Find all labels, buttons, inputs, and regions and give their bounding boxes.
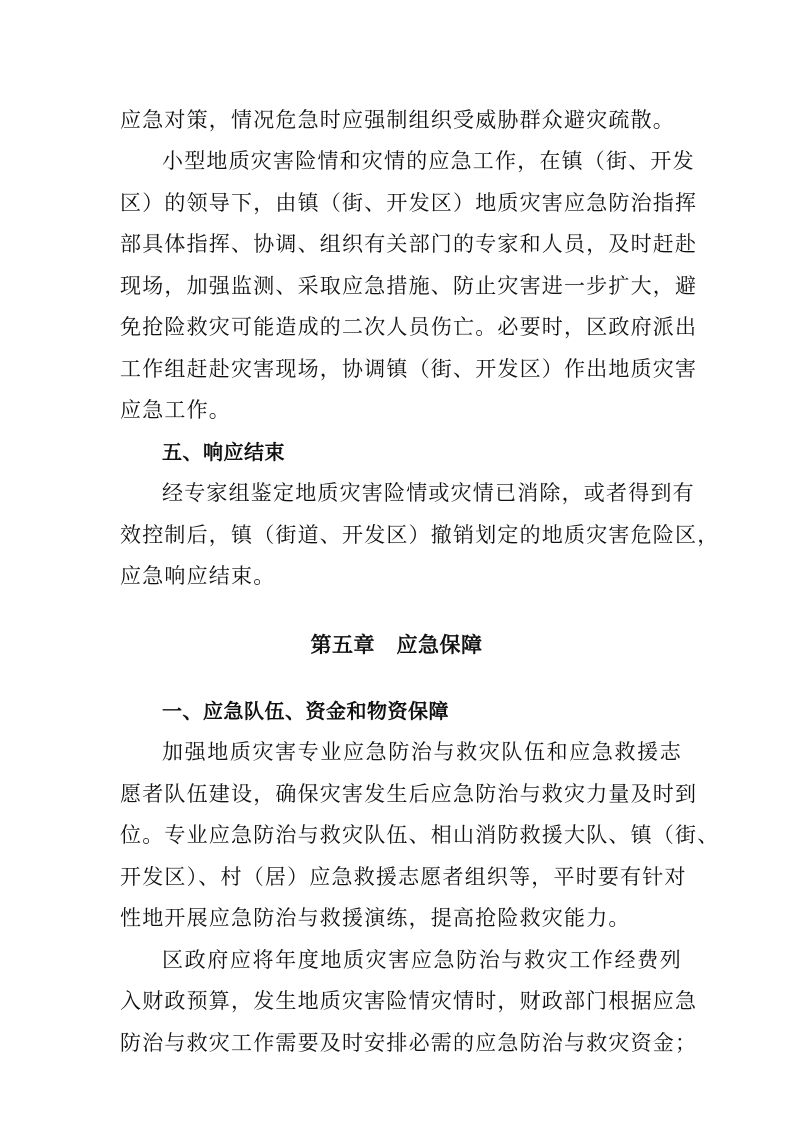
chapter-title: 第五章 应急保障 xyxy=(310,632,483,657)
text-line: 区）的领导下，由镇（街、开发区）地质灾害应急防治指挥 xyxy=(120,191,698,215)
text-line: 部具体指挥、协调、组织有关部门的专家和人员，及时赶赴 xyxy=(120,232,698,256)
text-line: 现场，加强监测、采取应急措施、防止灾害进一步扩大，避 xyxy=(120,274,698,298)
text-line: 效控制后，镇（街道、开发区）撤销划定的地质灾害危险区， xyxy=(120,523,720,547)
text-line: 愿者队伍建设，确保灾害发生后应急防治与救灾力量及时到 xyxy=(120,782,698,806)
text-line: 应急对策，情况危急时应强制组织受威胁群众避灾疏散。 xyxy=(120,108,675,132)
text-line: 位。专业应急防治与救灾队伍、相山消防救援大队、镇（街、 xyxy=(120,823,720,847)
text-line: 小型地质灾害险情和灾情的应急工作，在镇（街、开发 xyxy=(162,149,695,173)
text-line: 应急工作。 xyxy=(120,398,231,422)
text-line: 防治与救灾工作需要及时安排必需的应急防治与救灾资金； xyxy=(120,1031,698,1055)
text-line: 应急响应结束。 xyxy=(120,564,276,588)
text-line: 免抢险救灾可能造成的二次人员伤亡。必要时，区政府派出 xyxy=(120,315,698,339)
text-line: 工作组赶赴灾害现场，协调镇（街、开发区）作出地质灾害 xyxy=(120,357,698,381)
section-heading: 五、响应结束 xyxy=(162,440,285,464)
text-line: 开发区）、村（居）应急救援志愿者组织等，平时要有针对 xyxy=(120,865,687,889)
text-line: 性地开展应急防治与救援演练，提高抢险救灾能力。 xyxy=(120,906,631,930)
text-line: 区政府应将年度地质灾害应急防治与救灾工作经费列 xyxy=(162,948,682,972)
text-line: 入财政预算，发生地质灾害险情灾情时，财政部门根据应急 xyxy=(120,989,698,1013)
text-line: 加强地质灾害专业应急防治与救灾队伍和应急救援志 xyxy=(162,740,682,764)
section-heading: 一、应急队伍、资金和物资保障 xyxy=(162,699,449,723)
text-line: 经专家组鉴定地质灾害险情或灾情已消除，或者得到有 xyxy=(162,481,695,505)
